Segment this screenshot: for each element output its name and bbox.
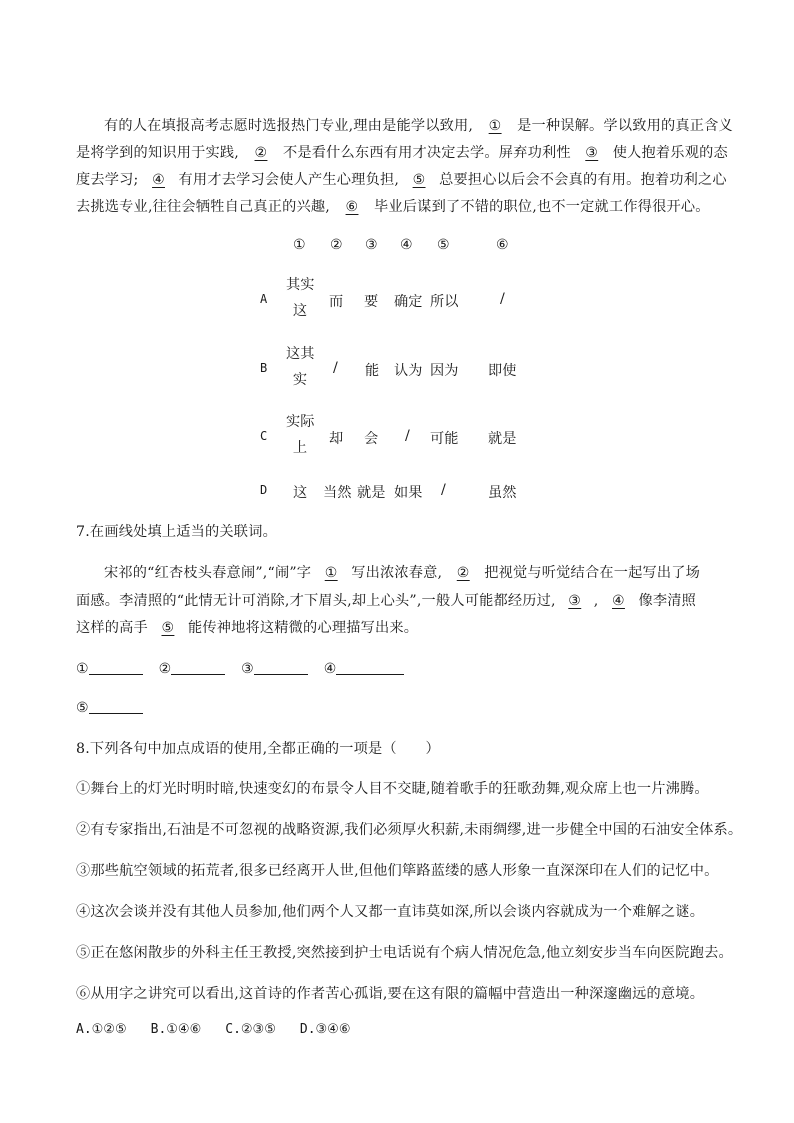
option-c[interactable]: C.②③⑤ — [225, 1022, 276, 1037]
q7-line-1 — [104, 562, 700, 582]
answer-label: ② — [158, 661, 172, 677]
q8-item-5: ⑤正在悠闲散步的外科主任王教授,突然接到护士电话说有个病人情况危急,他立刻安步当车向医院跑去。 — [76, 945, 733, 961]
table-cell: 会 — [364, 431, 379, 447]
table-header: ③ — [365, 237, 378, 253]
option-d[interactable]: D.③④⑥ — [299, 1022, 351, 1037]
q6-text: 是将学到的知识用于实践, — [76, 145, 239, 161]
q6-blank-5[interactable]: ⑤ — [412, 172, 426, 188]
table-cell: 认为 — [394, 363, 423, 379]
q7-text: 把视觉与听觉结合在一起写出了场 — [484, 565, 701, 581]
table-cell: / — [500, 291, 505, 307]
q7-text: 像李清照 — [638, 593, 697, 609]
q6-text: 总要担心以后会不会真的有用。抱着功利之心 — [439, 172, 727, 188]
q6-line-4 — [76, 196, 710, 216]
q6-text: 不是看什么东西有用才决定去学。屏弃功利性 — [282, 145, 571, 161]
table-cell: 即使 — [488, 363, 517, 379]
q7-text: 面感。李清照的“此情无计可消除,才下眉头,却上心头”,一般人可能都经历过, — [76, 593, 556, 609]
table-cell: 能 — [365, 363, 380, 379]
table-cell: 当然 — [323, 485, 352, 501]
q8-item-4: ④这次会谈并没有其他人员参加,他们两个人又都一直讳莫如深,所以会谈内容就成为一个难解之谜。 — [76, 904, 705, 920]
answer-label: ⑤ — [76, 700, 89, 716]
cell-text: 实 — [292, 372, 308, 388]
q6-line-1 — [104, 115, 733, 135]
table-cell: 虽然 — [488, 485, 517, 501]
q8-title: 8.下列各句中加点成语的使用,全都正确的一项是（ ） — [76, 741, 440, 757]
q6-text: 有的人在填报高考志愿时选报热门专业,理由是能学以致用, — [104, 118, 474, 134]
table-cell: / — [405, 428, 410, 444]
q7-answer-row-2 — [76, 699, 143, 716]
q7-line-2 — [76, 590, 696, 610]
q7-text: , — [593, 593, 599, 609]
q7-blank-1[interactable]: ① — [324, 565, 338, 581]
q6-blank-3[interactable]: ③ — [585, 145, 599, 161]
table-cell: / — [333, 360, 338, 376]
table-cell — [286, 341, 314, 393]
answer-label: ④ — [323, 661, 337, 677]
table-cell: 确定 — [394, 294, 423, 310]
q7-text: 能传神地将这精微的心理描写出来。 — [187, 620, 419, 636]
answer-blank-5[interactable] — [89, 699, 143, 714]
q6-blank-1[interactable]: ① — [488, 118, 502, 134]
q6-text: 是一种误解。学以致用的真正含义 — [517, 118, 733, 134]
q7-text: 宋祁的“红杏枝头春意闹”,“闹”字 — [104, 565, 312, 581]
q7-blank-4[interactable]: ④ — [612, 593, 625, 609]
cell-text: 这 — [292, 303, 308, 319]
q6-text: 使人抱着乐观的态 — [612, 145, 728, 161]
q8-item-6: ⑥从用字之讲究可以看出,这首诗的作者苦心孤诣,要在这有限的篇幅中营造出一种深邃幽远的意境。 — [76, 986, 705, 1002]
q7-blank-5[interactable]: ⑤ — [161, 620, 175, 636]
q7-text: 这样的高手 — [76, 620, 148, 636]
answer-label: ① — [76, 661, 89, 677]
q6-text: 毕业后谋到了不错的职位,也不一定就工作得很开心。 — [374, 199, 710, 215]
table-header: ④ — [400, 237, 413, 253]
table-cell: 可能 — [430, 431, 459, 447]
q6-text: 去挑选专业,往往会牺牲自己真正的兴趣, — [76, 199, 331, 215]
row-label: C — [260, 429, 268, 443]
cell-text: 这其 — [286, 346, 315, 362]
answer-blank-3[interactable] — [254, 660, 308, 675]
q6-blank-2[interactable]: ② — [254, 145, 268, 161]
cell-text: 上 — [292, 440, 308, 456]
q8-item-3: ③那些航空领域的拓荒者,很多已经离开人世,但他们筚路蓝缕的感人形象一直深深印在人们的记忆中。 — [76, 863, 719, 879]
option-a[interactable]: A.①②⑤ — [76, 1022, 127, 1037]
answer-blank-2[interactable] — [171, 660, 225, 675]
table-header: ⑥ — [496, 237, 509, 253]
table-cell: 这 — [293, 485, 308, 501]
table-cell — [286, 409, 314, 461]
q8-item-1: ①舞台上的灯光时明时暗,快速变幻的布景令人目不交睫,随着歌手的狂歌劲舞,观众席上也一片沸腾。 — [76, 781, 709, 797]
table-header: ⑤ — [437, 237, 450, 253]
table-cell: 就是 — [357, 485, 386, 501]
q6-line-2 — [76, 142, 728, 162]
row-label: A — [260, 292, 268, 306]
cell-text: 实际 — [286, 414, 315, 430]
table-cell: 因为 — [430, 363, 459, 379]
q6-blank-6[interactable]: ⑥ — [345, 199, 359, 215]
q7-line-3 — [76, 617, 418, 637]
row-label: B — [260, 361, 268, 375]
answer-blank-4[interactable] — [336, 660, 404, 675]
cell-text: 其实 — [286, 277, 315, 293]
table-cell: 却 — [329, 431, 344, 447]
q6-text: 度去学习; — [76, 172, 139, 188]
q8-item-2: ②有专家指出,石油是不可忽视的战略资源,我们必须厚火积薪,未雨绸缪,进一步健全中国的石油安全体系。 — [76, 822, 743, 838]
table-cell: 就是 — [488, 431, 517, 447]
q6-text: 有用才去学习会使人产生心理负担, — [178, 172, 400, 188]
row-label: D — [260, 483, 268, 497]
table-cell: 如果 — [394, 485, 423, 501]
q7-blank-3[interactable]: ③ — [568, 593, 582, 609]
table-cell: 所以 — [430, 294, 459, 310]
answer-label: ③ — [241, 661, 254, 677]
table-cell: 而 — [329, 294, 344, 310]
q8-options — [76, 1022, 375, 1037]
answer-blank-1[interactable] — [89, 660, 143, 675]
q7-answer-row-1 — [76, 660, 404, 677]
table-header: ② — [330, 237, 343, 253]
table-cell — [286, 272, 314, 324]
q7-title: 7.在画线处填上适当的关联词。 — [76, 524, 277, 540]
q7-text: 写出浓浓春意, — [351, 565, 443, 581]
q6-blank-4[interactable]: ④ — [152, 172, 165, 188]
table-cell: 要 — [364, 294, 379, 310]
table-header: ① — [293, 237, 306, 253]
q6-line-3 — [76, 169, 727, 189]
table-cell: / — [441, 482, 446, 498]
q7-blank-2[interactable]: ② — [456, 565, 470, 581]
option-b[interactable]: B.①④⑥ — [150, 1022, 202, 1037]
